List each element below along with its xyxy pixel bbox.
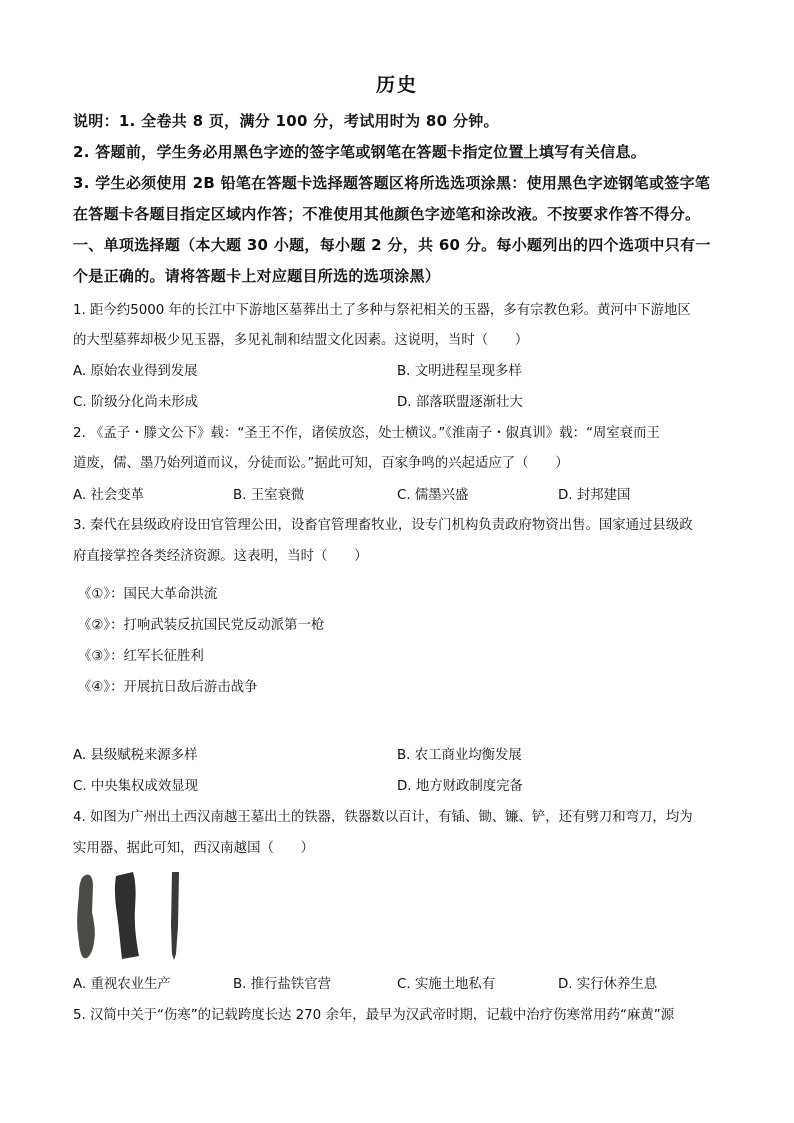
instruction-line: 在答题卡各题目指定区域内作答；不准使用其他颜色字迹笔和涂改液。不按要求作答不得分。 bbox=[73, 205, 701, 223]
option-a: A. 重视农业生产 bbox=[73, 977, 171, 992]
option-a: A. 县级赋税来源多样 bbox=[73, 748, 198, 763]
sub-item: 《④》：开展抗日敌后游击战争 bbox=[78, 680, 258, 695]
sub-item: 《③》：红军长征胜利 bbox=[78, 649, 204, 664]
option-c: C. 儒墨兴盛 bbox=[397, 488, 469, 503]
instruction-line: 2. 答题前，学生务必用黑色字迹的签字笔或钢笔在答题卡指定位置上填写有关信息。 bbox=[73, 143, 647, 161]
question-stem: 道废，儒、墨乃始列道而议，分徒而讼。”据此可知，百家争鸣的兴起适应了（ ） bbox=[73, 456, 569, 471]
section-heading: 一、单项选择题（本大题 30 小题，每小题 2 分，共 60 分。每小题列出的四个选项中只有一 bbox=[73, 236, 711, 254]
iron-artifacts-image bbox=[72, 870, 192, 962]
iron-spade-artifact bbox=[115, 872, 139, 959]
question-stem: 3. 秦代在县级政府设田官管理公田，设畜官管理畜牧业，设专门机构负责政府物资出售。国家通过县级政 bbox=[73, 518, 693, 533]
question-stem: 4. 如图为广州出土西汉南越王墓出土的铁器，铁器数以百计，有锸、锄、镰、铲，还有劈刀和弯刀，均为 bbox=[73, 810, 693, 825]
option-c: C. 实施土地私有 bbox=[397, 977, 496, 992]
option-c: C. 中央集权成效显现 bbox=[73, 779, 198, 794]
option-a: A. 原始农业得到发展 bbox=[73, 364, 198, 379]
option-d: D. 地方财政制度完备 bbox=[397, 779, 523, 794]
option-d: D. 实行休养生息 bbox=[558, 977, 658, 992]
question-stem: 5. 汉简中关于“伤寒”的记载跨度长达 270 余年，最早为汉武帝时期，记载中治疗伤寒常用药“麻黄”源 bbox=[73, 1008, 675, 1023]
iron-knife-artifact bbox=[171, 872, 179, 960]
option-b: B. 王室衰微 bbox=[233, 488, 305, 503]
question-stem: 的大型墓葬却极少见玉器，多见礼制和结盟文化因素。这说明，当时（ ） bbox=[73, 333, 529, 348]
question-stem: 府直接掌控各类经济资源。这表明，当时（ ） bbox=[73, 549, 368, 564]
question-stem: 实用器、据此可知，西汉南越国（ ） bbox=[73, 841, 315, 856]
option-a: A. 社会变革 bbox=[73, 488, 144, 503]
section-heading: 个是正确的。请将答题卡上对应题目所选的选项涂黑） bbox=[73, 267, 441, 285]
option-d: D. 部落联盟逐渐壮大 bbox=[397, 395, 523, 410]
option-b: B. 农工商业均衡发展 bbox=[397, 748, 522, 763]
question-stem: 2. 《孟子・滕文公下》载：“圣王不作，诸侯放恣，处士横议。”《淮南子・俶真训》载：“周室衰而王 bbox=[73, 426, 660, 441]
instruction-line: 说明：1. 全卷共 8 页，满分 100 分，考试用时为 80 分钟。 bbox=[73, 112, 499, 130]
option-b: B. 文明进程呈现多样 bbox=[397, 364, 522, 379]
page-title: 历史 bbox=[375, 74, 418, 96]
instruction-line: 3. 学生必须使用 2B 铅笔在答题卡选择题答题区将所选选项涂黑：使用黑色字迹钢笔或签字笔 bbox=[73, 174, 711, 192]
option-b: B. 推行盐铁官营 bbox=[233, 977, 332, 992]
option-d: D. 封邦建国 bbox=[558, 488, 631, 503]
option-c: C. 阶级分化尚未形成 bbox=[73, 395, 198, 410]
sub-item: 《①》：国民大革命洪流 bbox=[78, 587, 218, 602]
sub-item: 《②》：打响武装反抗国民党反动派第一枪 bbox=[78, 618, 325, 633]
question-stem: 1. 距今约5000 年的长江中下游地区墓葬出土了多种与祭祀相关的玉器，多有宗教色彩。黄河中下游地区 bbox=[73, 303, 691, 318]
iron-blade-artifact bbox=[77, 874, 95, 958]
